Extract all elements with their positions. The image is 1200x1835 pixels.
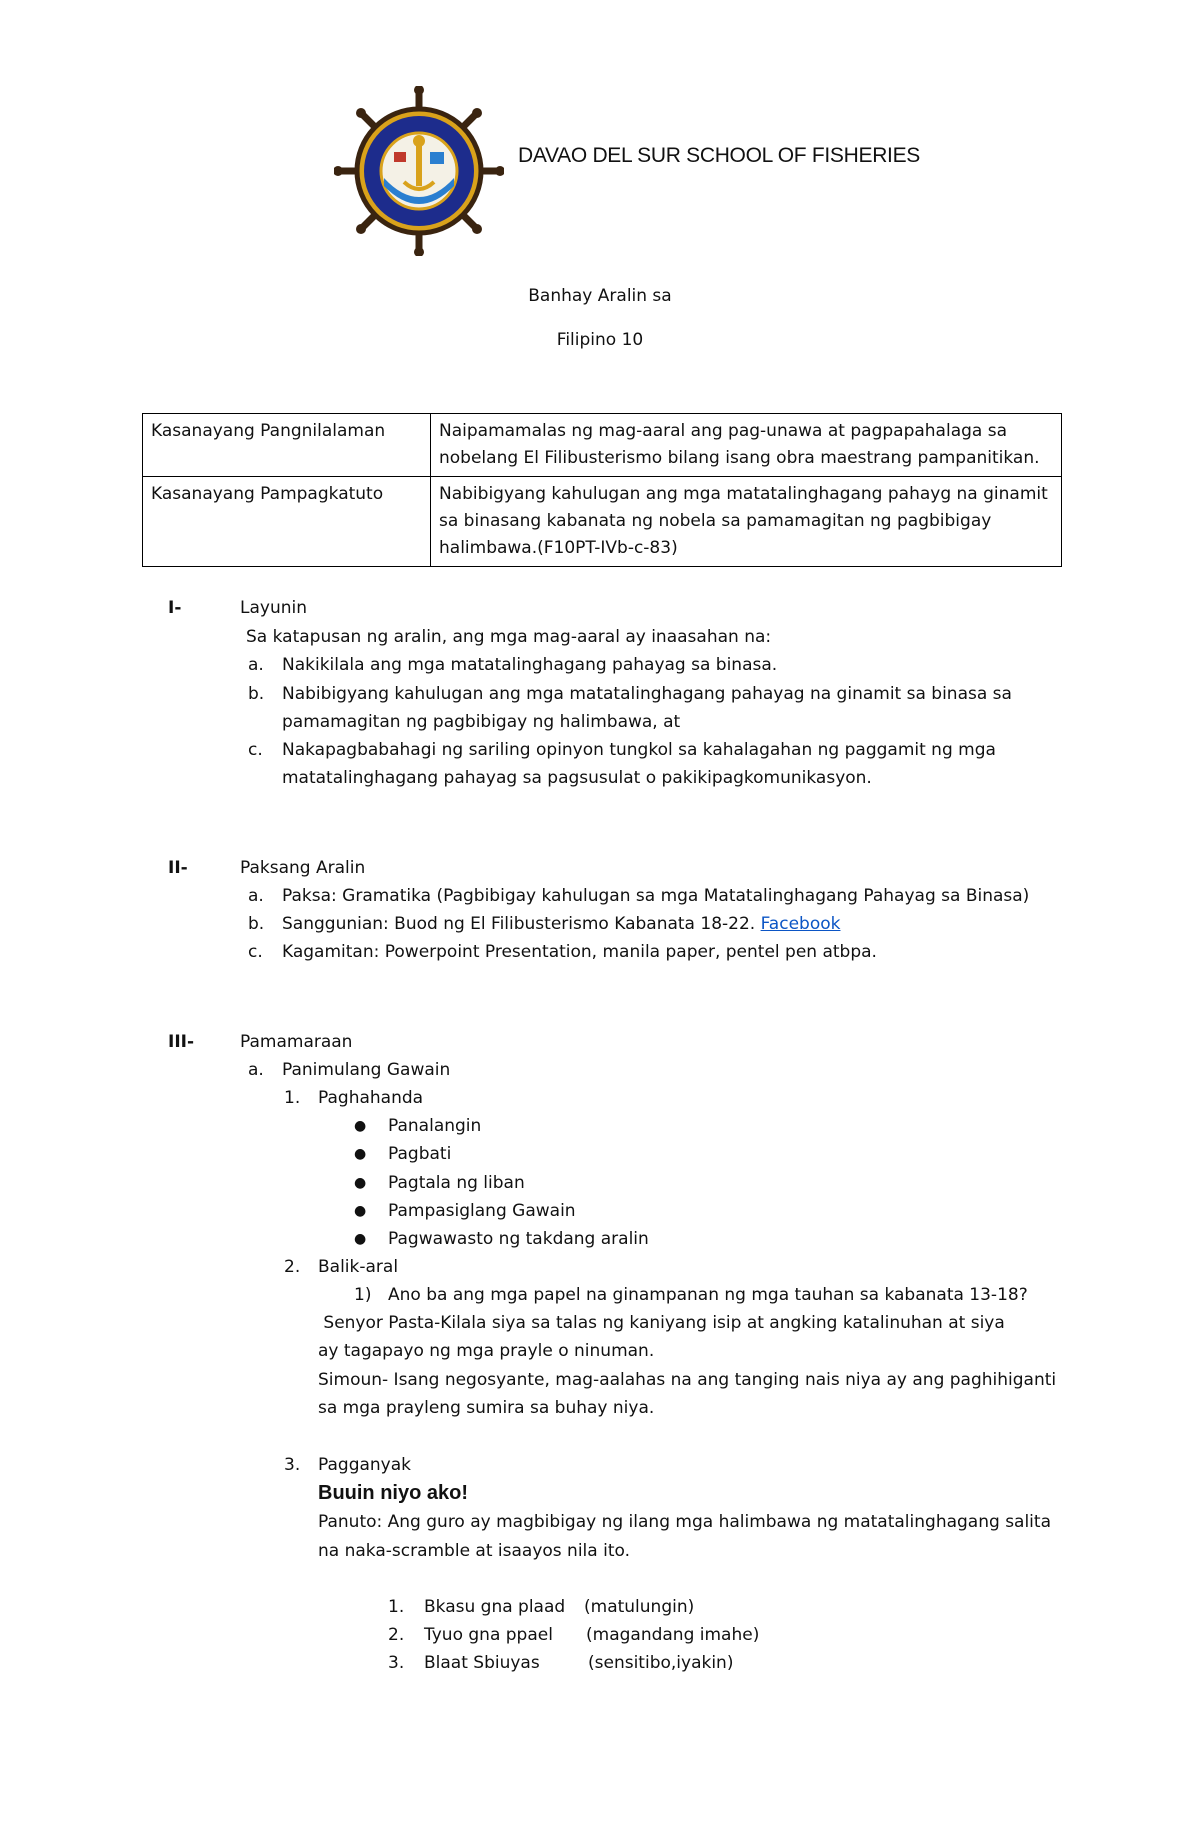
bullet-icon: ●: [354, 1203, 367, 1219]
section-numeral: I-: [168, 598, 182, 618]
question-marker: 1): [354, 1285, 372, 1305]
list-marker: b.: [248, 914, 265, 934]
bullet-item: Pagtala ng liban: [388, 1173, 525, 1193]
standard-text: [431, 477, 1062, 567]
standard-label: Kasanayang Pampagkatuto: [143, 477, 431, 567]
bullet-item: Panalangin: [388, 1116, 482, 1136]
standard-label: Kasanayang Pangnilalaman: [143, 414, 431, 477]
standards-table: [142, 413, 1062, 567]
bullet-icon: ●: [354, 1231, 367, 1247]
scrambled-word: Bkasu gna plaad: [424, 1597, 566, 1617]
scrambled-word: Blaat Sbiuyas: [424, 1653, 540, 1673]
school-name: DAVAO DEL SUR SCHOOL OF FISHERIES: [518, 144, 921, 167]
section-numeral: II-: [168, 858, 188, 878]
list-item: matatalinghagang pahayag sa pagsusulat o pakikipagkomunikasyon.: [282, 768, 872, 788]
word-meaning: (matulungin): [584, 1597, 695, 1617]
reference-text: Sanggunian: Buod ng El Filibusterismo Kabanata 18-22.: [282, 914, 761, 934]
list-marker: 3.: [388, 1653, 405, 1673]
activity-title: Buuin niyo ako!: [318, 1482, 468, 1504]
list-marker: a.: [248, 886, 264, 906]
step-marker: 1.: [284, 1088, 301, 1108]
list-marker: a.: [248, 655, 264, 675]
standard-text-line: Naipamamalas ng mag-aaral ang pag-unawa at pagpapahalaga sa: [439, 421, 1007, 441]
section-heading: Layunin: [240, 598, 307, 618]
word-meaning: (magandang imahe): [586, 1625, 760, 1645]
lesson-plan-title: Banhay Aralin sa: [528, 286, 672, 306]
standard-text-line: nobelang El Filibusterismo bilang isang obra maestrang pampanitikan.: [439, 448, 1040, 468]
step-label: Pagganyak: [318, 1455, 412, 1475]
standard-text-line: sa binasang kabanata ng nobela sa pamamagitan ng pagbibigay: [439, 511, 992, 531]
list-marker: b.: [248, 684, 265, 704]
list-marker: c.: [248, 740, 263, 760]
review-answer: ay tagapayo ng mga prayle o ninuman.: [318, 1341, 655, 1361]
bullet-item: Pagwawasto ng takdang aralin: [388, 1229, 649, 1249]
step-marker: 2.: [284, 1257, 301, 1277]
list-marker: c.: [248, 942, 263, 962]
activity-instruction: na naka-scramble at isaayos nila ito.: [318, 1541, 630, 1561]
standard-text-line: Nabibigyang kahulugan ang mga matatalinghagang pahayg na ginamit: [439, 484, 1048, 504]
review-answer: Senyor Pasta-Kilala siya sa talas ng kaniyang isip at angking katalinuhan at siya: [318, 1313, 1005, 1333]
list-item: Nakapagbabahagi ng sariling opinyon tungkol sa kahalagahan ng paggamit ng mga: [282, 740, 996, 760]
word-meaning: (sensitibo,iyakin): [588, 1653, 734, 1673]
list-marker: 1.: [388, 1597, 405, 1617]
list-item: Nabibigyang kahulugan ang mga matatalinghagang pahayag na ginamit sa binasa sa: [282, 684, 1012, 704]
bullet-icon: ●: [354, 1146, 367, 1162]
school-logo: [334, 86, 504, 256]
bullet-icon: ●: [354, 1118, 367, 1134]
list-item: pamamagitan ng pagbibigay ng halimbawa, at: [282, 712, 681, 732]
review-question: Ano ba ang mga papel na ginampanan ng mga tauhan sa kabanata 13-18?: [388, 1285, 1028, 1305]
review-answer: Simoun- Isang negosyante, mag-aalahas na ang tanging nais niya ay ang paghihiganti: [318, 1370, 1057, 1390]
review-answer: sa mga prayleng sumira sa buhay niya.: [318, 1398, 655, 1418]
lesson-plan-subject: Filipino 10: [556, 330, 644, 350]
list-item: Kagamitan: Powerpoint Presentation, manila paper, pentel pen atbpa.: [282, 942, 877, 962]
step-marker: 3.: [284, 1455, 301, 1475]
section-heading: Paksang Aralin: [240, 858, 366, 878]
scrambled-word: Tyuo gna ppael: [424, 1625, 553, 1645]
list-item: Paksa: Gramatika (Pagbibigay kahulugan sa mga Matatalinghagang Pahayag sa Binasa): [282, 886, 1030, 906]
bullet-item: Pampasiglang Gawain: [388, 1201, 576, 1221]
table-row: [143, 414, 1062, 477]
step-label: Paghahanda: [318, 1088, 424, 1108]
list-item: [282, 914, 840, 934]
list-marker: 2.: [388, 1625, 405, 1645]
table-row: [143, 477, 1062, 567]
standard-text: [431, 414, 1062, 477]
section-intro: Sa katapusan ng aralin, ang mga mag-aaral ay inaasahan na:: [246, 627, 772, 647]
standard-text-line: halimbawa.(F10PT-IVb-c-83): [439, 538, 678, 558]
list-item: Nakikilala ang mga matatalinghagang pahayag sa binasa.: [282, 655, 778, 675]
bullet-icon: ●: [354, 1175, 367, 1191]
list-marker: a.: [248, 1060, 264, 1080]
facebook-link[interactable]: Facebook: [760, 914, 841, 934]
section-heading: Pamamaraan: [240, 1032, 353, 1052]
step-label: Balik-aral: [318, 1257, 399, 1277]
bullet-item: Pagbati: [388, 1144, 452, 1164]
subsection-heading: Panimulang Gawain: [282, 1060, 451, 1080]
section-numeral: III-: [168, 1032, 195, 1052]
activity-instruction: Panuto: Ang guro ay magbibigay ng ilang mga halimbawa ng matatalinghagang salita: [318, 1512, 1051, 1532]
